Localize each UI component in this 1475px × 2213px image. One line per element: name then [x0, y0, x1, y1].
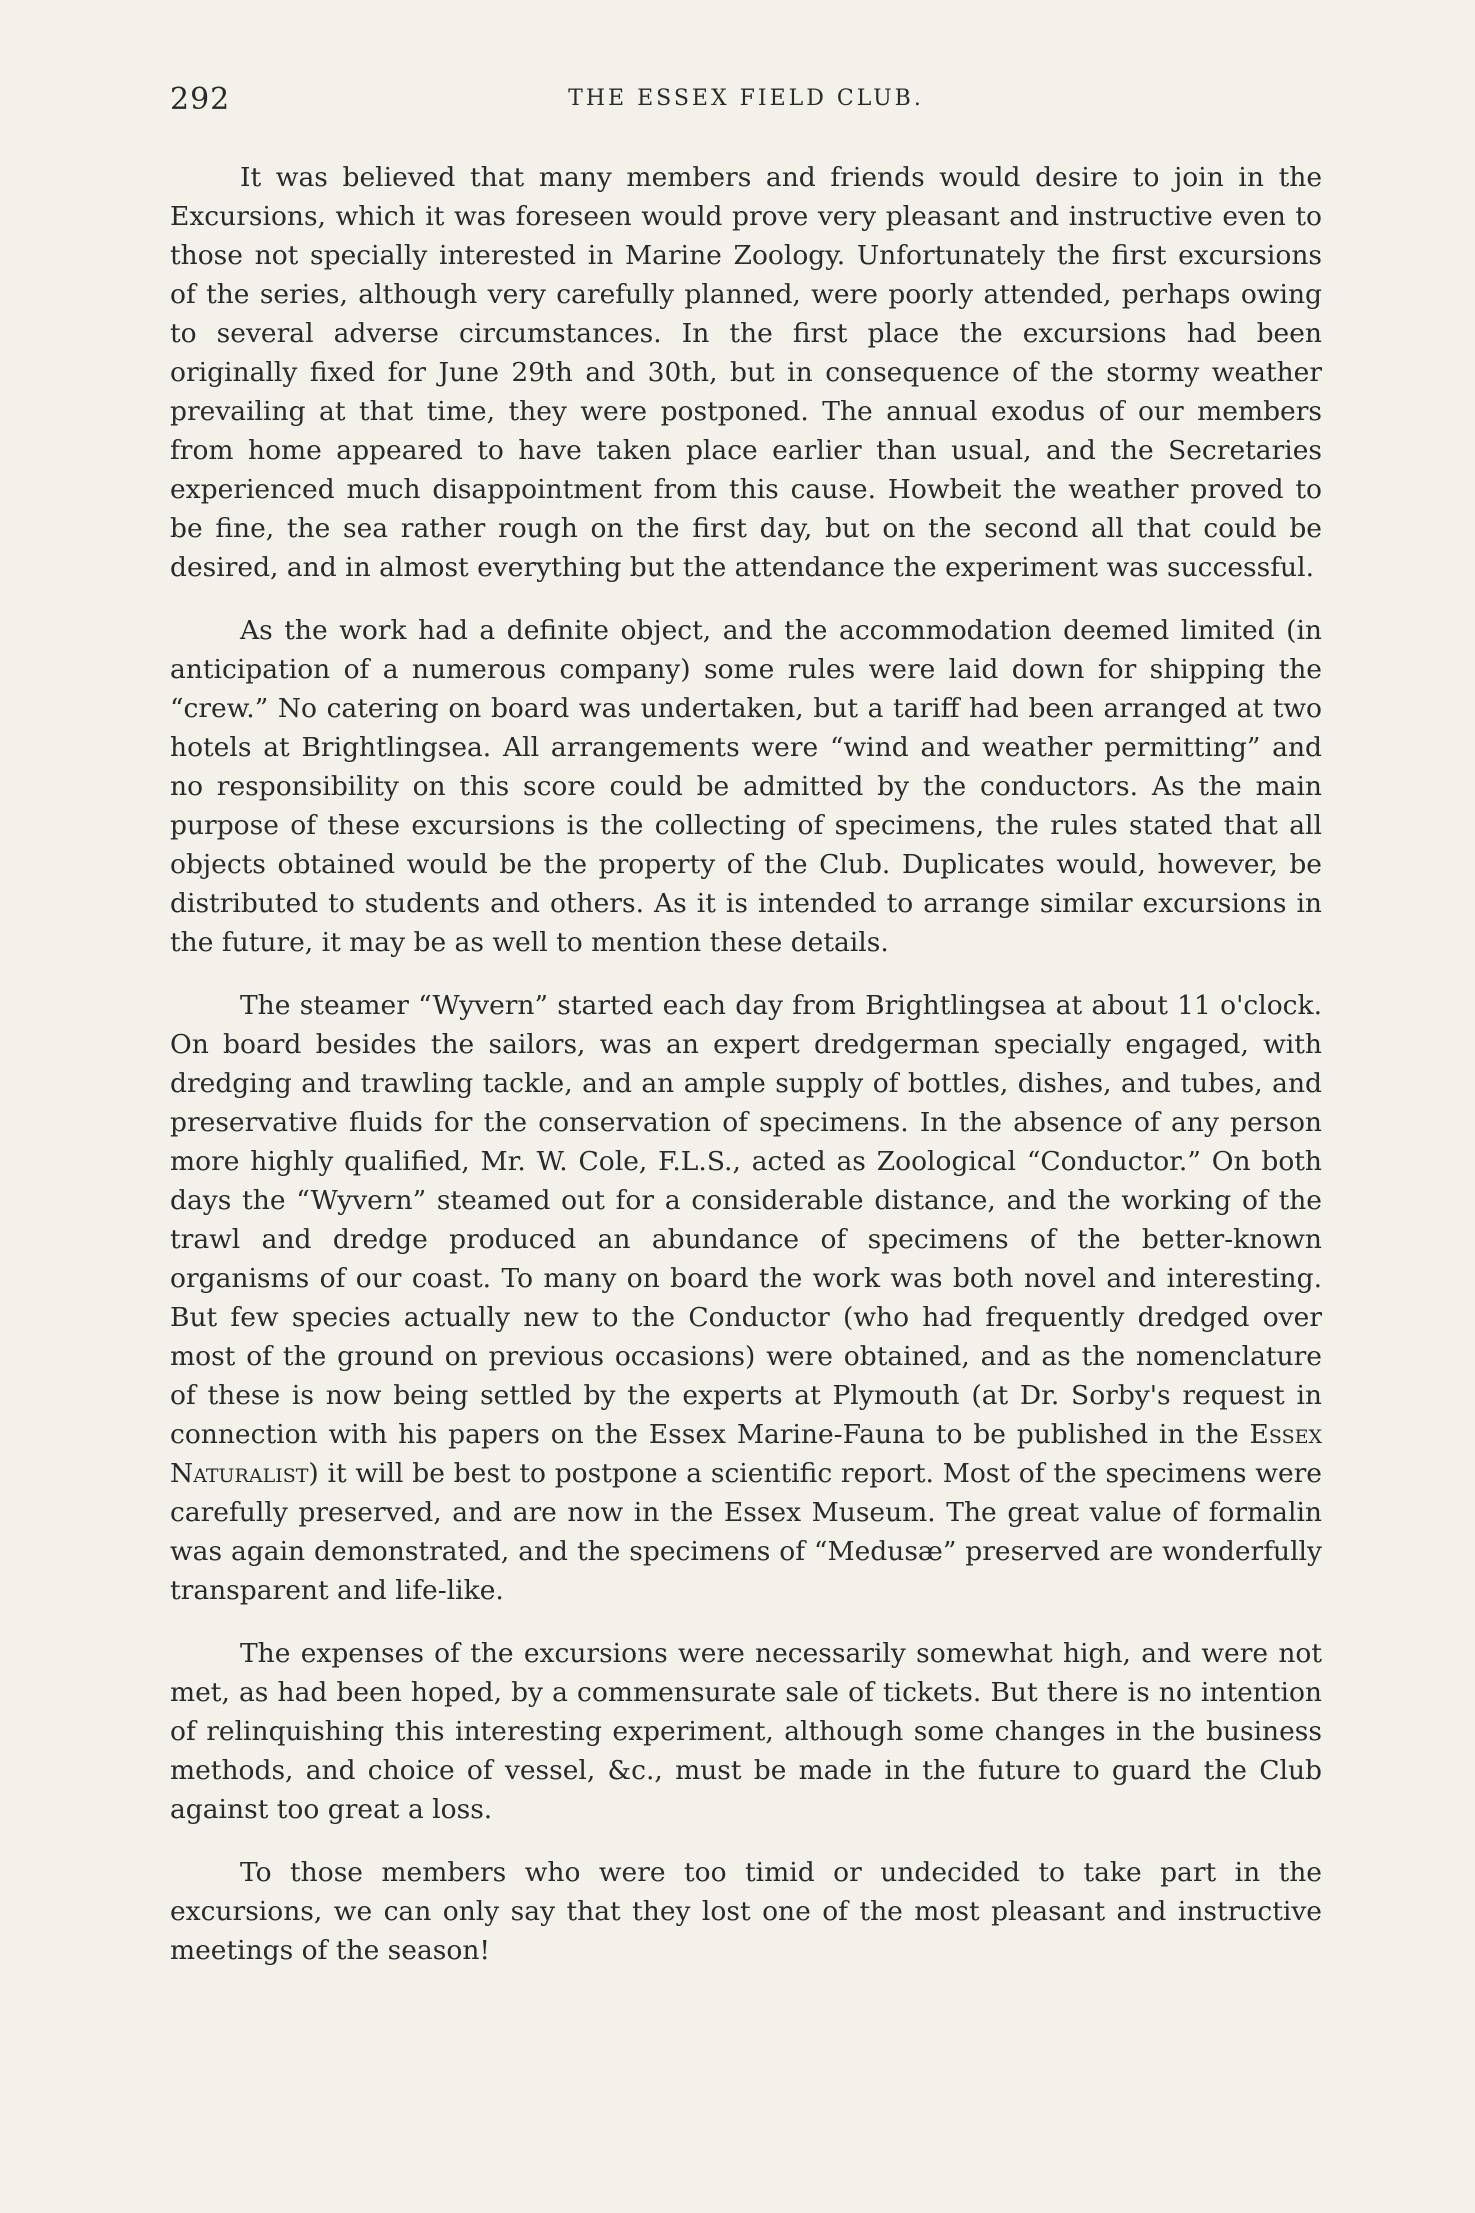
paragraph-steamer-text-before: The steamer “Wyvern” started each day from Brightlingsea at about 11 o'clock. On board besides the sailors, was an expert dredgerman specially engaged, with dredging and trawling tackle, and an ample supply of bottles, dishes, and tubes, and preservative fluids for the conservation of specimens. In the absence of any person more highly qualified, Mr. W. Cole, F.L.S., acted as Zoological “Conductor.” On both days the “Wyvern” steamed out for a considerable distance, and the working of the trawl and dredge produced an abundance of specimens of the better-known organisms of our coast. To many on board the work was both novel and interesting. But few species actually new to the Conductor (who had frequently dredged over most of the ground on previous occasions) were obtained, and as the nomenclature of these is now being settled by the experts at Plymouth (at Dr. Sorby's request in connection with his papers on the Essex Marine-Fauna to be published in the: [170, 990, 1322, 1450]
running-title: THE ESSEX FIELD CLUB.: [568, 86, 924, 111]
page-number: 292: [170, 82, 231, 117]
paragraph-steamer-wyvern: [170, 986, 1322, 1610]
paragraph-excursions-attendance: It was believed that many members and friends would desire to join in the Excursions, which it was foreseen would prove very pleasant and instructive even to those not specially interested in Marine Zoology. Unfortunately the first excursions of the series, although very carefully planned, were poorly attended, perhaps owing to several adverse circumstances. In the first place the excursions had been originally fixed for June 29th and 30th, but in consequence of the stormy weather prevailing at that time, they were postponed. The annual exodus of our members from home appeared to have taken place earlier than usual, and the Secretaries experienced much disappointment from this cause. Howbeit the weather proved to be fine, the sea rather rough on the first day, but on the second all that could be desired, and in almost everything but the attendance the experiment was successful.: [170, 162, 1322, 583]
journal-title: Essex Naturalist: [170, 1419, 1322, 1489]
page-header: [170, 82, 1322, 122]
paragraph-expenses: The expenses of the excursions were necessarily somewhat high, and were not met, as had been hoped, by a commensurate sale of tickets. But there is no intention of relinquishing this interesting experiment, although some changes in the business methods, and choice of vessel, &c., must be made in the future to guard the Club against too great a loss.: [170, 1638, 1322, 1825]
paragraph-closing: To those members who were too timid or undecided to take part in the excursions, we can only say that they lost one of the most pleasant and instructive meetings of the season!: [170, 1857, 1322, 1966]
paragraph-steamer-text-after: ) it will be best to postpone a scientific report. Most of the specimens were carefully preserved, and are now in the Essex Museum. The great value of formalin was again demonstrated, and the specimens of “Medusæ” preserved are wonderfully transparent and life-like.: [170, 1458, 1322, 1606]
paragraph-rules: As the work had a definite object, and the accommodation deemed limited (in anticipation of a numerous company) some rules were laid down for shipping the “crew.” No catering on board was undertaken, but a tariff had been arranged at two hotels at Brightlingsea. All arrangements were “wind and weather permitting” and no responsibility on this score could be admitted by the conductors. As the main purpose of these excursions is the collecting of specimens, the rules stated that all objects obtained would be the property of the Club. Duplicates would, however, be distributed to students and others. As it is intended to arrange similar excursions in the future, it may be as well to mention these details.: [170, 615, 1322, 958]
body-text: [170, 158, 1322, 1994]
